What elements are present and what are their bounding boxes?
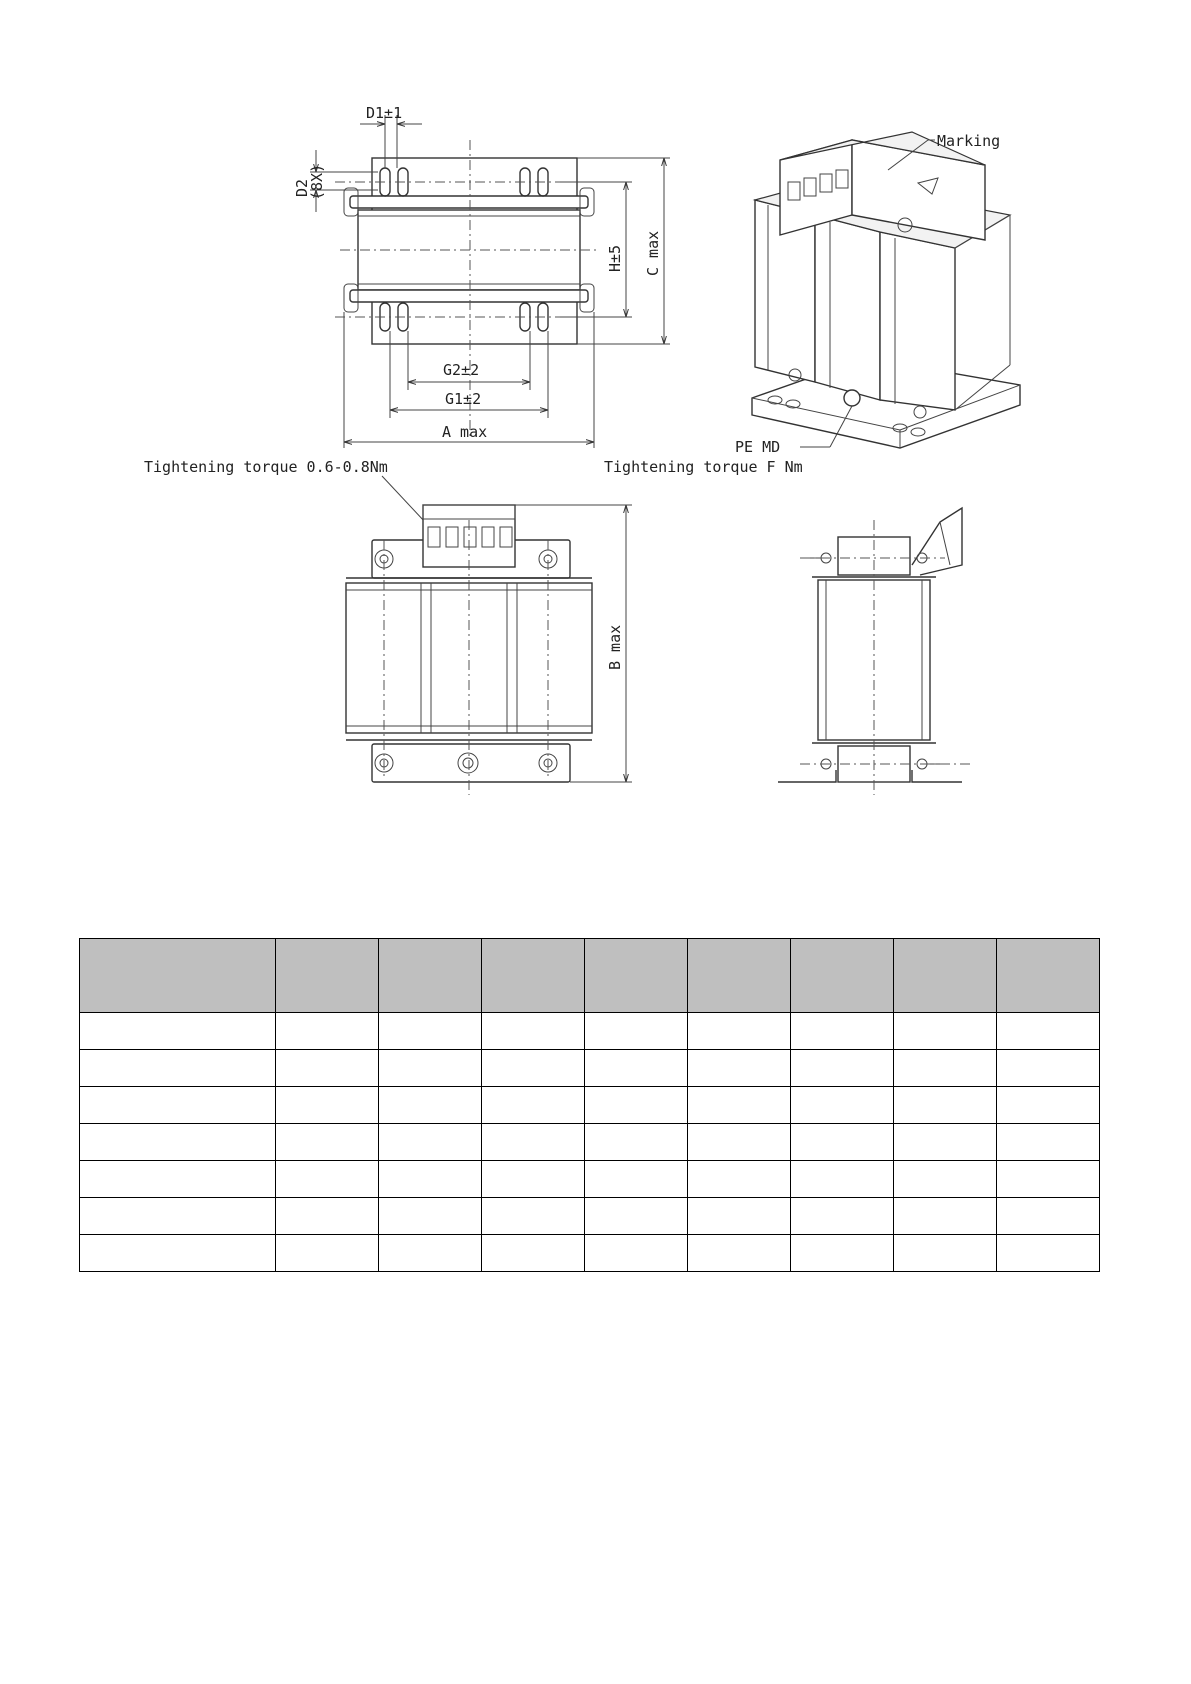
label-d1: D1±1 xyxy=(366,104,403,122)
table-cell xyxy=(80,1050,276,1087)
header-cell xyxy=(482,939,585,1013)
table-cell xyxy=(894,1198,997,1235)
table-cell xyxy=(997,1087,1100,1124)
table-cell xyxy=(585,1087,688,1124)
table-cell xyxy=(585,1235,688,1272)
label-h: H±5 xyxy=(606,244,624,272)
table-cell xyxy=(482,1124,585,1161)
header-cell xyxy=(276,939,379,1013)
table-row xyxy=(80,1013,1100,1050)
table-cell xyxy=(997,1198,1100,1235)
table-cell xyxy=(80,1161,276,1198)
table-cell xyxy=(482,1050,585,1087)
table-cell xyxy=(688,1087,791,1124)
table-cell xyxy=(482,1013,585,1050)
table-cell xyxy=(688,1050,791,1087)
label-pe: PE MD xyxy=(735,438,781,456)
table-cell xyxy=(791,1161,894,1198)
header-cell xyxy=(585,939,688,1013)
table-cell xyxy=(791,1124,894,1161)
table-row xyxy=(80,1235,1100,1272)
table-cell xyxy=(379,1124,482,1161)
header-cell xyxy=(379,939,482,1013)
table-cell xyxy=(894,1050,997,1087)
table-cell xyxy=(482,1161,585,1198)
table-cell xyxy=(585,1050,688,1087)
table-cell xyxy=(276,1124,379,1161)
header-cell xyxy=(688,939,791,1013)
label-g1: G1±2 xyxy=(445,390,482,408)
label-b-max: B max xyxy=(606,624,624,670)
front-view xyxy=(346,505,632,795)
table-cell xyxy=(791,1050,894,1087)
table-cell xyxy=(894,1013,997,1050)
table-cell xyxy=(688,1013,791,1050)
table-cell xyxy=(791,1198,894,1235)
label-d2-count: (8X) xyxy=(308,163,326,200)
table-cell xyxy=(379,1235,482,1272)
table-cell xyxy=(379,1013,482,1050)
table-cell xyxy=(276,1087,379,1124)
table-cell xyxy=(997,1013,1100,1050)
table-cell xyxy=(276,1198,379,1235)
side-view xyxy=(778,508,970,795)
table-cell xyxy=(791,1235,894,1272)
header-cell xyxy=(80,939,276,1013)
table-cell xyxy=(997,1124,1100,1161)
table-cell xyxy=(585,1124,688,1161)
table-cell xyxy=(482,1235,585,1272)
table-cell xyxy=(80,1235,276,1272)
table-cell xyxy=(276,1013,379,1050)
table-cell xyxy=(276,1161,379,1198)
label-g2: G2±2 xyxy=(443,361,480,379)
table-cell xyxy=(80,1087,276,1124)
label-a-max: A max xyxy=(442,423,488,441)
table-cell xyxy=(894,1235,997,1272)
table-cell xyxy=(894,1087,997,1124)
table-cell xyxy=(80,1124,276,1161)
table-cell xyxy=(791,1013,894,1050)
table-cell xyxy=(688,1235,791,1272)
table-cell xyxy=(276,1050,379,1087)
table-header-row xyxy=(80,939,1100,1013)
table-cell xyxy=(379,1198,482,1235)
table-row xyxy=(80,1050,1100,1087)
label-c-max: C max xyxy=(644,230,662,276)
table-cell xyxy=(894,1161,997,1198)
table-cell xyxy=(585,1161,688,1198)
table-cell xyxy=(688,1161,791,1198)
table-cell xyxy=(80,1013,276,1050)
table-cell xyxy=(80,1198,276,1235)
table-cell xyxy=(276,1235,379,1272)
table-row xyxy=(80,1161,1100,1198)
isometric-view xyxy=(604,132,1020,476)
header-cell xyxy=(791,939,894,1013)
table-cell xyxy=(379,1087,482,1124)
table-cell xyxy=(585,1013,688,1050)
table-row xyxy=(80,1124,1100,1161)
label-torque-terminal: Tightening torque 0.6-0.8Nm xyxy=(144,458,388,476)
label-d2: D2 xyxy=(293,178,311,197)
table-cell xyxy=(997,1235,1100,1272)
header-cell xyxy=(894,939,997,1013)
table-cell xyxy=(791,1087,894,1124)
table-cell xyxy=(688,1198,791,1235)
table-cell xyxy=(997,1050,1100,1087)
table-row xyxy=(80,1198,1100,1235)
table-cell xyxy=(482,1087,585,1124)
top-view xyxy=(293,104,670,448)
table-cell xyxy=(379,1161,482,1198)
header-cell xyxy=(997,939,1100,1013)
label-torque-pe: Tightening torque F Nm xyxy=(604,458,803,476)
table-cell xyxy=(585,1198,688,1235)
table-row xyxy=(80,1087,1100,1124)
label-marking: Marking xyxy=(937,132,1001,150)
table-cell xyxy=(894,1124,997,1161)
table-cell xyxy=(688,1124,791,1161)
table-cell xyxy=(482,1198,585,1235)
dimension-table xyxy=(79,938,1100,1272)
table-cell xyxy=(379,1050,482,1087)
table-cell xyxy=(997,1161,1100,1198)
